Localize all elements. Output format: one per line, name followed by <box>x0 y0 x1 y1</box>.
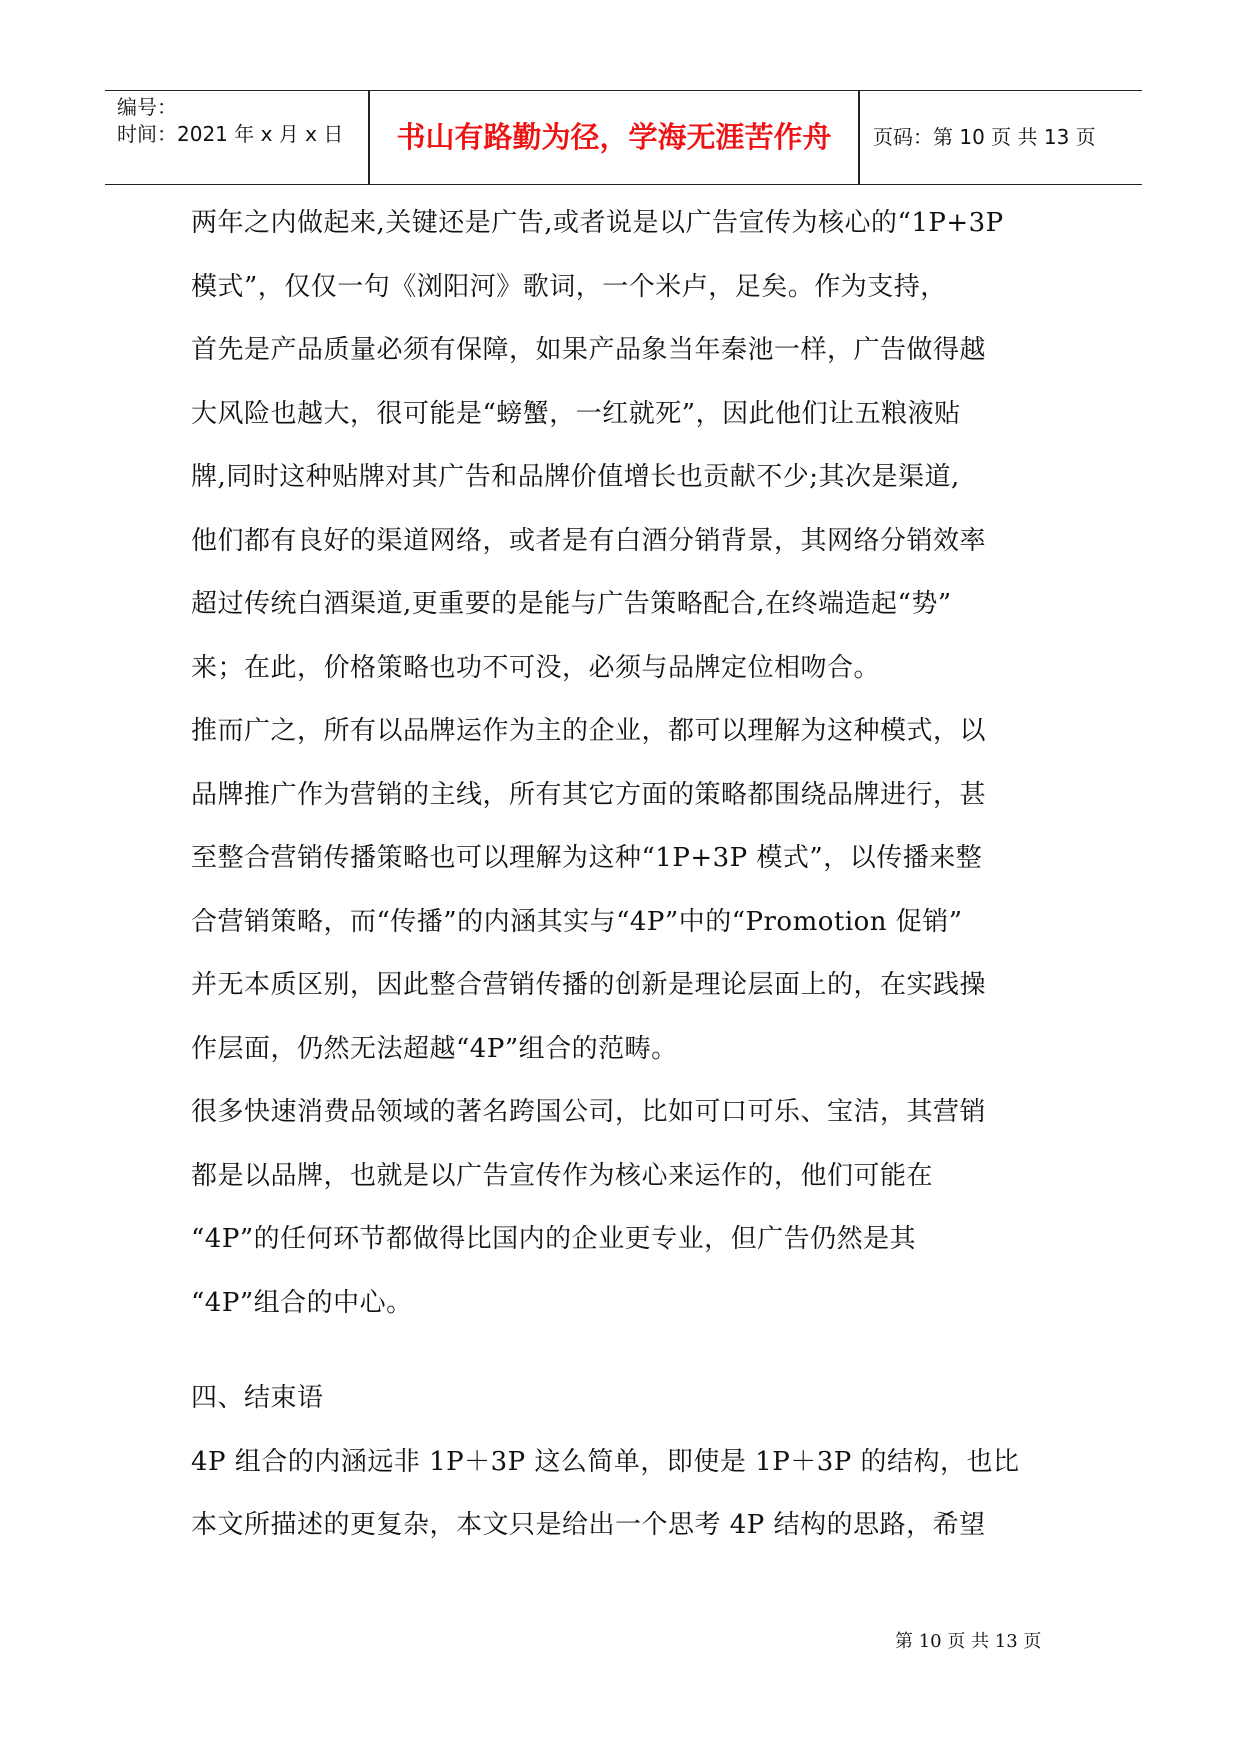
text-line: 至整合营销传播策略也可以理解为这种“1P+3P 模式”，以传播来整 <box>191 843 983 873</box>
document-body <box>191 192 1071 1558</box>
section-heading-block <box>191 1367 1071 1431</box>
text-line: 推而广之，所有以品牌运作为主的企业，都可以理解为这种模式，以 <box>191 716 987 746</box>
document-number-label: 编号： <box>117 95 177 119</box>
text-line: 首先是产品质量必须有保障，如果产品象当年秦池一样，广告做得越 <box>191 335 987 365</box>
paragraph-3 <box>191 1081 1071 1335</box>
page-header <box>105 90 1142 185</box>
text-line: 并无本质区别，因此整合营销传播的创新是理论层面上的，在实践操 <box>191 970 987 1000</box>
text-line: 两年之内做起来,关键还是广告,或者说是以广告宣传为核心的“1P+3P <box>191 208 1004 238</box>
text-line: 品牌推广作为营销的主线，所有其它方面的策略都围绕品牌进行，甚 <box>191 779 987 810</box>
paragraph-2 <box>191 700 1071 1081</box>
text-line: 本文所描述的更复杂，本文只是给出一个思考 4P 结构的思路，希望 <box>191 1510 986 1540</box>
text-line: 都是以品牌，也就是以广告宣传作为核心来运作的，他们可能在 <box>191 1160 934 1191</box>
text-line: 合营销策略，而“传播”的内涵其实与“4P”中的“Promotion 促销” <box>191 906 963 937</box>
section-heading: 四、结束语 <box>191 1383 324 1413</box>
document-date-label: 时间：2021 年 x 月 x 日 <box>117 122 344 146</box>
header-page-info: 页码：第 10 页 共 13 页 <box>873 125 1096 149</box>
text-line: 大风险也越大，很可能是“螃蟹，一红就死”，因此他们让五粮液贴 <box>191 398 961 429</box>
text-line: 4P 组合的内涵远非 1P＋3P 这么简单，即使是 1P＋3P 的结构，也比 <box>191 1446 1020 1477</box>
text-line: 模式”，仅仅一句《浏阳河》歌词，一个米卢，足矣。作为支持， <box>191 271 947 302</box>
text-line: 牌,同时这种贴牌对其广告和品牌价值增长也贡献不少;其次是渠道, <box>191 462 960 492</box>
text-line: 很多快速消费品领域的著名跨国公司，比如可口可乐、宝洁，其营销 <box>191 1097 987 1127</box>
text-line: 作层面，仍然无法超越“4P”组合的范畴。 <box>191 1033 678 1064</box>
text-line: “4P”组合的中心。 <box>191 1287 413 1318</box>
header-meta <box>117 91 367 184</box>
paragraph-1 <box>191 192 1071 700</box>
text-line: 超过传统白酒渠道,更重要的是能与广告策略配合,在终端造起“势” <box>191 589 952 619</box>
text-line: 来；在此，价格策略也功不可没，必须与品牌定位相吻合。 <box>191 652 881 683</box>
header-motto: 书山有路勤为径，学海无涯苦作舟 <box>396 120 832 154</box>
page-footer: 第 10 页 共 13 页 <box>895 1631 1042 1652</box>
text-line: “4P”的任何环节都做得比国内的企业更专业，但广告仍然是其 <box>191 1224 917 1254</box>
spacer <box>191 1335 1071 1367</box>
text-line: 他们都有良好的渠道网络，或者是有白酒分销背景，其网络分销效率 <box>191 525 987 556</box>
header-divider <box>858 91 860 184</box>
paragraph-4 <box>191 1431 1071 1558</box>
